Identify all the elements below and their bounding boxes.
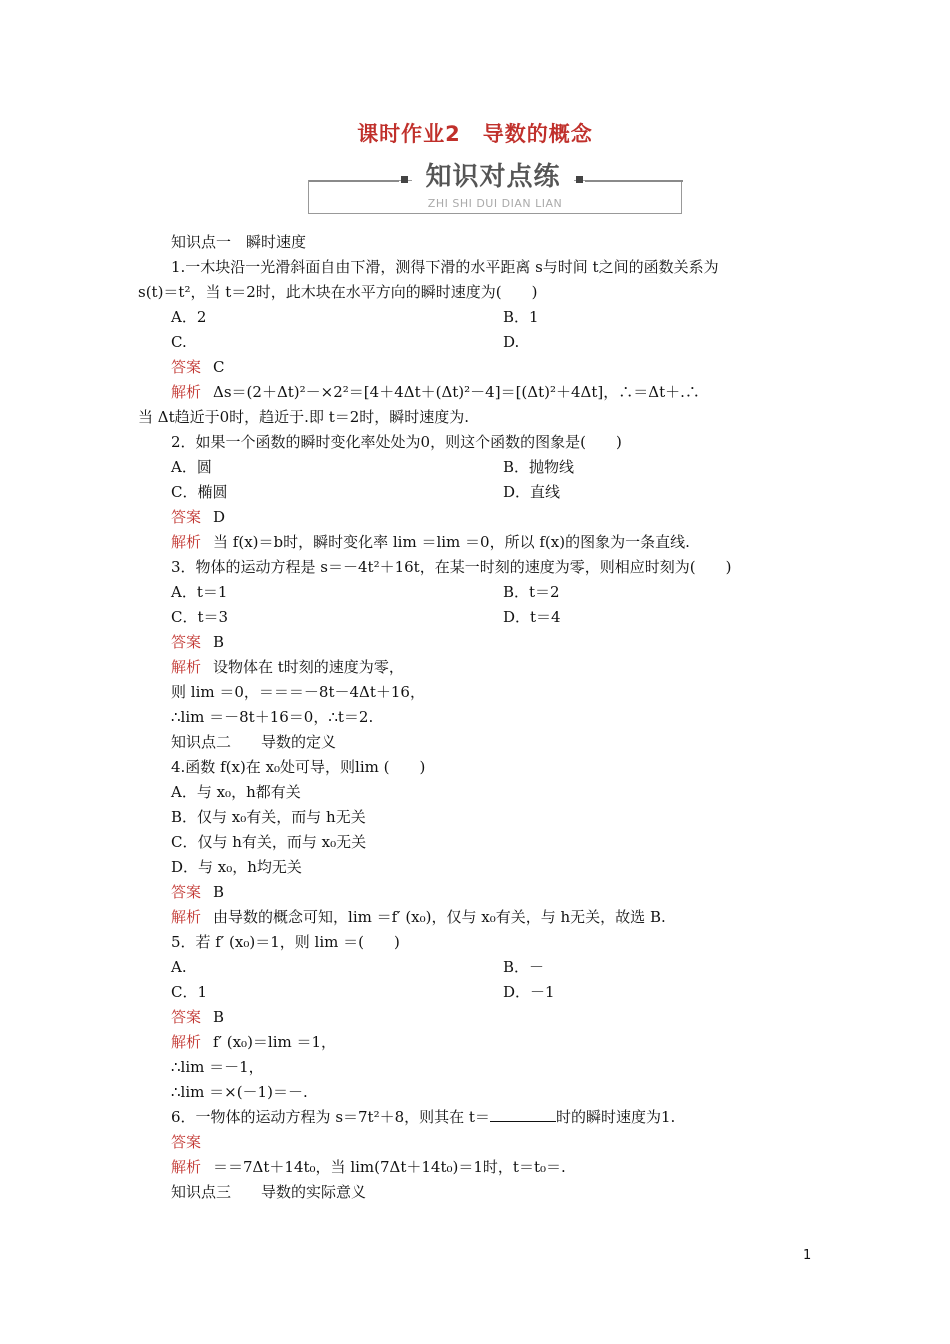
analysis-line xyxy=(171,382,700,402)
banner-square-left xyxy=(401,176,408,183)
banner-rule-left xyxy=(309,180,399,182)
answer-line xyxy=(171,357,225,377)
answer-label: 答案 xyxy=(171,1133,202,1151)
page-number: 1 xyxy=(803,1248,812,1263)
answer-value: D xyxy=(213,508,226,526)
option-a: A．2 xyxy=(171,308,207,326)
analysis-text-cont: 当 Δt趋近于0时，趋近于.即 t＝2时，瞬时速度为. xyxy=(138,408,470,426)
question-5-stem: 5．若 f′ (x₀)＝1，则 lim ＝( ) xyxy=(171,933,400,951)
question-1-stem-cont: s(t)＝t²，当 t＝2时，此木块在水平方向的瞬时速度为( ) xyxy=(138,283,538,301)
option-b: B．－ xyxy=(503,958,545,976)
answer-value: B xyxy=(213,883,225,901)
option-d: D．－1 xyxy=(503,983,555,1001)
answer-value: B xyxy=(213,633,225,651)
answer-line xyxy=(171,507,225,527)
answer-line xyxy=(171,1132,201,1152)
banner-title: 知识对点练 xyxy=(412,161,574,193)
analysis-line xyxy=(171,657,404,677)
answer-label: 答案 xyxy=(171,358,202,376)
option-d: D．t＝4 xyxy=(503,608,561,626)
question-6-stem xyxy=(171,1107,675,1127)
analysis-label: 解析 xyxy=(171,1033,202,1051)
answer-value: C xyxy=(213,358,225,376)
knowledge-point-3: 知识点三 导数的实际意义 xyxy=(171,1183,367,1201)
knowledge-point-2: 知识点二 导数的定义 xyxy=(171,733,337,751)
analysis-label: 解析 xyxy=(171,533,202,551)
answer-line xyxy=(171,882,224,902)
option-b: B．t＝2 xyxy=(503,583,560,601)
banner-square-right xyxy=(576,176,583,183)
option-b: B．仅与 x₀有关，而与 h无关 xyxy=(171,808,366,826)
analysis-text: ＝＝7Δt＋14t₀，当 lim(7Δt＋14t₀)＝1时，t＝t₀＝. xyxy=(213,1158,566,1176)
analysis-text: f′ (x₀)＝lim ＝1， xyxy=(213,1033,337,1051)
option-c: C．仅与 h有关，而与 x₀无关 xyxy=(171,833,367,851)
analysis-text: 由导数的概念可知，lim ＝f′ (x₀)，仅与 x₀有关，与 h无关，故选 B. xyxy=(213,908,666,926)
option-d: D．直线 xyxy=(503,483,561,501)
analysis-line xyxy=(171,1157,566,1177)
option-b: B．抛物线 xyxy=(503,458,575,476)
analysis-text: Δs＝(2＋Δt)²－×2²＝[4＋4Δt＋(Δt)²－4]＝[(Δt)²＋4Δt]，∴＝Δt＋.∴ xyxy=(213,383,700,401)
question-1-stem: 1.一木块沿一光滑斜面自由下滑，测得下滑的水平距离 s与时间 t之间的函数关系为 xyxy=(171,258,719,276)
analysis-text: 设物体在 t时刻的速度为零， xyxy=(213,658,404,676)
answer-line xyxy=(171,1007,224,1027)
analysis-label: 解析 xyxy=(171,1158,202,1176)
knowledge-point-1: 知识点一 瞬时速度 xyxy=(171,233,307,251)
option-a: A．与 x₀，h都有关 xyxy=(171,783,301,801)
analysis-line xyxy=(171,907,666,927)
answer-label: 答案 xyxy=(171,508,202,526)
banner-rule-right xyxy=(585,180,683,182)
option-a: A．圆 xyxy=(171,458,212,476)
option-c: C．1 xyxy=(171,983,208,1001)
analysis-text-cont: ∴lim ＝－1， xyxy=(171,1058,264,1076)
analysis-line xyxy=(171,532,690,552)
analysis-text-cont: 则 lim ＝0，＝＝＝－8t－4Δt＋16， xyxy=(171,683,425,701)
answer-value: B xyxy=(213,1008,225,1026)
question-3-stem: 3．物体的运动方程是 s＝－4t²＋16t，在某一时刻的速度为零，则相应时刻为( ) xyxy=(171,558,732,576)
question-6-text-cont: 时的瞬时速度为1. xyxy=(555,1108,676,1126)
option-a: A. xyxy=(171,958,187,976)
question-2-stem: 2．如果一个函数的瞬时变化率处处为0，则这个函数的图象是( ) xyxy=(171,433,622,451)
analysis-line xyxy=(171,1032,336,1052)
page-title: 课时作业2 导数的概念 xyxy=(357,122,593,146)
analysis-label: 解析 xyxy=(171,908,202,926)
analysis-text-cont: ∴lim ＝×(－1)＝－. xyxy=(171,1083,308,1101)
answer-line xyxy=(171,632,224,652)
question-6-text: 6．一物体的运动方程为 s＝7t²＋8，则其在 t＝ xyxy=(171,1108,490,1126)
answer-label: 答案 xyxy=(171,1008,202,1026)
option-c: C．椭圆 xyxy=(171,483,228,501)
option-b: B．1 xyxy=(503,308,539,326)
section-banner xyxy=(308,162,682,214)
analysis-text-cont: ∴lim ＝－8t＋16＝0，∴t＝2. xyxy=(171,708,374,726)
banner-subtitle: ZHI SHI DUI DIAN LIAN xyxy=(427,197,563,210)
answer-label: 答案 xyxy=(171,883,202,901)
option-d: D．与 x₀，h均无关 xyxy=(171,858,302,876)
option-c: C．t＝3 xyxy=(171,608,229,626)
option-a: A．t＝1 xyxy=(171,583,228,601)
question-4-stem: 4.函数 f(x)在 x₀处可导，则lim ( ) xyxy=(171,758,426,776)
analysis-text: 当 f(x)＝b时，瞬时变化率 lim ＝lim ＝0，所以 f(x)的图象为一条直线. xyxy=(213,533,690,551)
analysis-label: 解析 xyxy=(171,658,202,676)
option-d: D. xyxy=(503,333,520,351)
analysis-label: 解析 xyxy=(171,383,202,401)
answer-label: 答案 xyxy=(171,633,202,651)
answer-blank xyxy=(490,1107,556,1122)
option-c: C. xyxy=(171,333,187,351)
